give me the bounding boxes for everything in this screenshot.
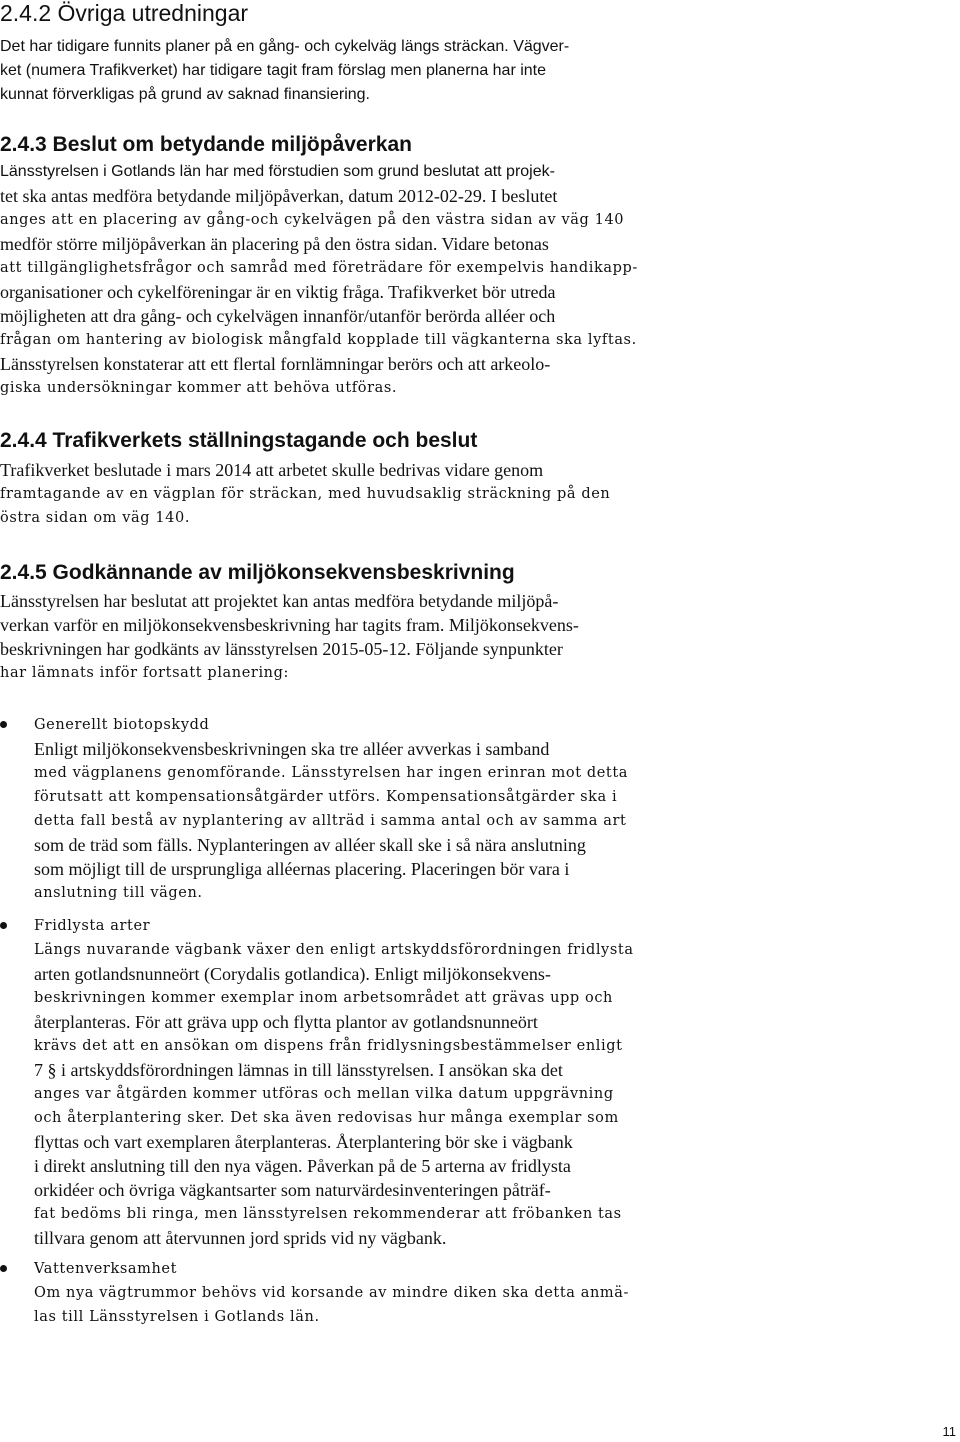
text-line: Det har tidigare funnits planer på en gång- och cykelväg längs sträckan. Vägver- (0, 38, 570, 55)
section-heading-2-4-3: 2.4.3 Beslut om betydande miljöpåverkan (0, 133, 412, 156)
list-item-body (34, 1257, 629, 1329)
text-line: Enligt miljökonsekvensbeskrivningen ska tre alléer avverkas i samband (34, 739, 550, 759)
list-item-body (34, 914, 634, 1250)
bullet-icon (0, 721, 7, 728)
text-line: återplanteras. För att gräva upp och flytta plantor av gotlandsnunneört (34, 1012, 538, 1032)
text-line: kunnat förverkligas på grund av saknad finansiering. (0, 86, 370, 103)
text-line: ket (numera Trafikverket) har tidigare tagit fram förslag men planerna har inte (0, 62, 547, 79)
text-line: och återplantering sker. Det ska även redovisas hur många exemplar som (34, 1110, 619, 1126)
text-line: detta fall bestå av nyplantering av allträd i samma antal och av samma art (34, 813, 627, 829)
text-line: med vägplanens genomförande. Länsstyrelsen har ingen erinran mot detta (34, 765, 629, 781)
page-number: 11 (942, 1424, 956, 1439)
section-heading-2-4-2: 2.4.2 Övriga utredningar (0, 0, 249, 26)
text-line: beskrivningen har godkänts av länsstyrelsen 2015-05-12. Följande synpunkter (0, 639, 563, 659)
text-line: tillvara genom att återvunnen jord sprids vid ny vägbank. (34, 1228, 447, 1248)
text-line: verkan varför en miljökonsekvensbeskrivning har tagits fram. Miljökonsekvens- (0, 615, 579, 635)
text-line: medför större miljöpåverkan än placering på den östra sidan. Vidare betonas (0, 234, 549, 254)
text-line: las till Länsstyrelsen i Gotlands län. (34, 1309, 320, 1325)
text-line: fat bedöms bli ringa, men länsstyrelsen rekommenderar att fröbanken tas (34, 1206, 622, 1222)
text-line: anslutning till vägen. (34, 885, 203, 901)
section-heading-2-4-5: 2.4.5 Godkännande av miljökonsekvensbeskrivning (0, 561, 515, 584)
text-line: giska undersökningar kommer att behöva utföras. (0, 380, 398, 396)
text-line: frågan om hantering av biologisk mångfald kopplade till vägkanterna ska lyftas. (0, 332, 637, 348)
text-line: har lämnats inför fortsatt planering: (0, 665, 289, 681)
list-item-title: Generellt biotopskydd (34, 717, 210, 733)
text-line: att tillgänglighetsfrågor och samråd med företrädare för exempelvis handikapp- (0, 260, 638, 276)
text-line: krävs det att en ansökan om dispens från fridlysningsbestämmelser enligt (34, 1038, 623, 1054)
text-line: tet ska antas medföra betydande miljöpåverkan, datum 2012-02-29. I beslutet (0, 186, 558, 206)
list-item-body (34, 713, 628, 905)
text-line: 7 § i artskyddsförordningen lämnas in till länsstyrelsen. I ansökan ska det (34, 1060, 563, 1080)
bullet-icon (0, 922, 7, 929)
section-heading-2-4-4: 2.4.4 Trafikverkets ställningstagande och beslut (0, 429, 478, 452)
text-line: flyttas och vart exemplaren återplanteras. Återplantering bör ske i vägbank (34, 1132, 573, 1152)
text-line: som de träd som fälls. Nyplanteringen av alléer skall ske i så nära anslutning (34, 835, 586, 855)
list-item-title: Vattenverksamhet (34, 1261, 178, 1277)
paragraph-2-4-5 (0, 589, 700, 685)
text-line: Längs nuvarande vägbank växer den enligt artskyddsförordningen fridlysta (34, 942, 634, 958)
paragraph-2-4-3 (0, 160, 700, 400)
text-line: Trafikverket beslutade i mars 2014 att arbetet skulle bedrivas vidare genom (0, 460, 544, 480)
text-line: som möjligt till de ursprungliga alléernas placering. Placeringen bör vara i (34, 859, 570, 879)
bullet-icon (0, 1265, 7, 1272)
text-line: i direkt anslutning till den nya vägen. Påverkan på de 5 arterna av fridlysta (34, 1156, 571, 1176)
text-line: framtagande av en vägplan för sträckan, med huvudsaklig sträckning på den (0, 486, 611, 502)
list-item-title: Fridlysta arter (34, 918, 151, 934)
text-line: Om nya vägtrummor behövs vid korsande av mindre diken ska detta anmä- (34, 1285, 629, 1301)
text-line: anges var åtgärden kommer utföras och mellan vilka datum uppgrävning (34, 1086, 614, 1102)
text-line: förutsatt att kompensationsåtgärder utförs. Kompensationsåtgärder ska i (34, 789, 618, 805)
text-line: orkidéer och övriga vägkantsarter som naturvärdesinventeringen påträf- (34, 1180, 551, 1200)
text-line: organisationer och cykelföreningar är en viktig fråga. Trafikverket bör utreda (0, 282, 556, 302)
text-line: östra sidan om väg 140. (0, 510, 191, 526)
text-line: anges att en placering av gång-och cykelvägen på den västra sidan av väg 140 (0, 212, 625, 228)
paragraph-2-4-2 (0, 35, 700, 107)
paragraph-2-4-4 (0, 458, 700, 530)
text-line: beskrivningen kommer exemplar inom arbetsområdet att grävas upp och (34, 990, 613, 1006)
text-line: Länsstyrelsen i Gotlands län har med förstudien som grund beslutat att projek- (0, 163, 555, 180)
text-line: Länsstyrelsen konstaterar att ett flertal fornlämningar berörs och att arkeolo- (0, 354, 551, 374)
text-line: arten gotlandsnunneört (Corydalis gotlandica). Enligt miljökonsekvens- (34, 964, 551, 984)
text-line: Länsstyrelsen har beslutat att projektet kan antas medföra betydande miljöpå- (0, 591, 559, 611)
text-line: möjligheten att dra gång- och cykelvägen innanför/utanför berörda alléer och (0, 306, 556, 326)
